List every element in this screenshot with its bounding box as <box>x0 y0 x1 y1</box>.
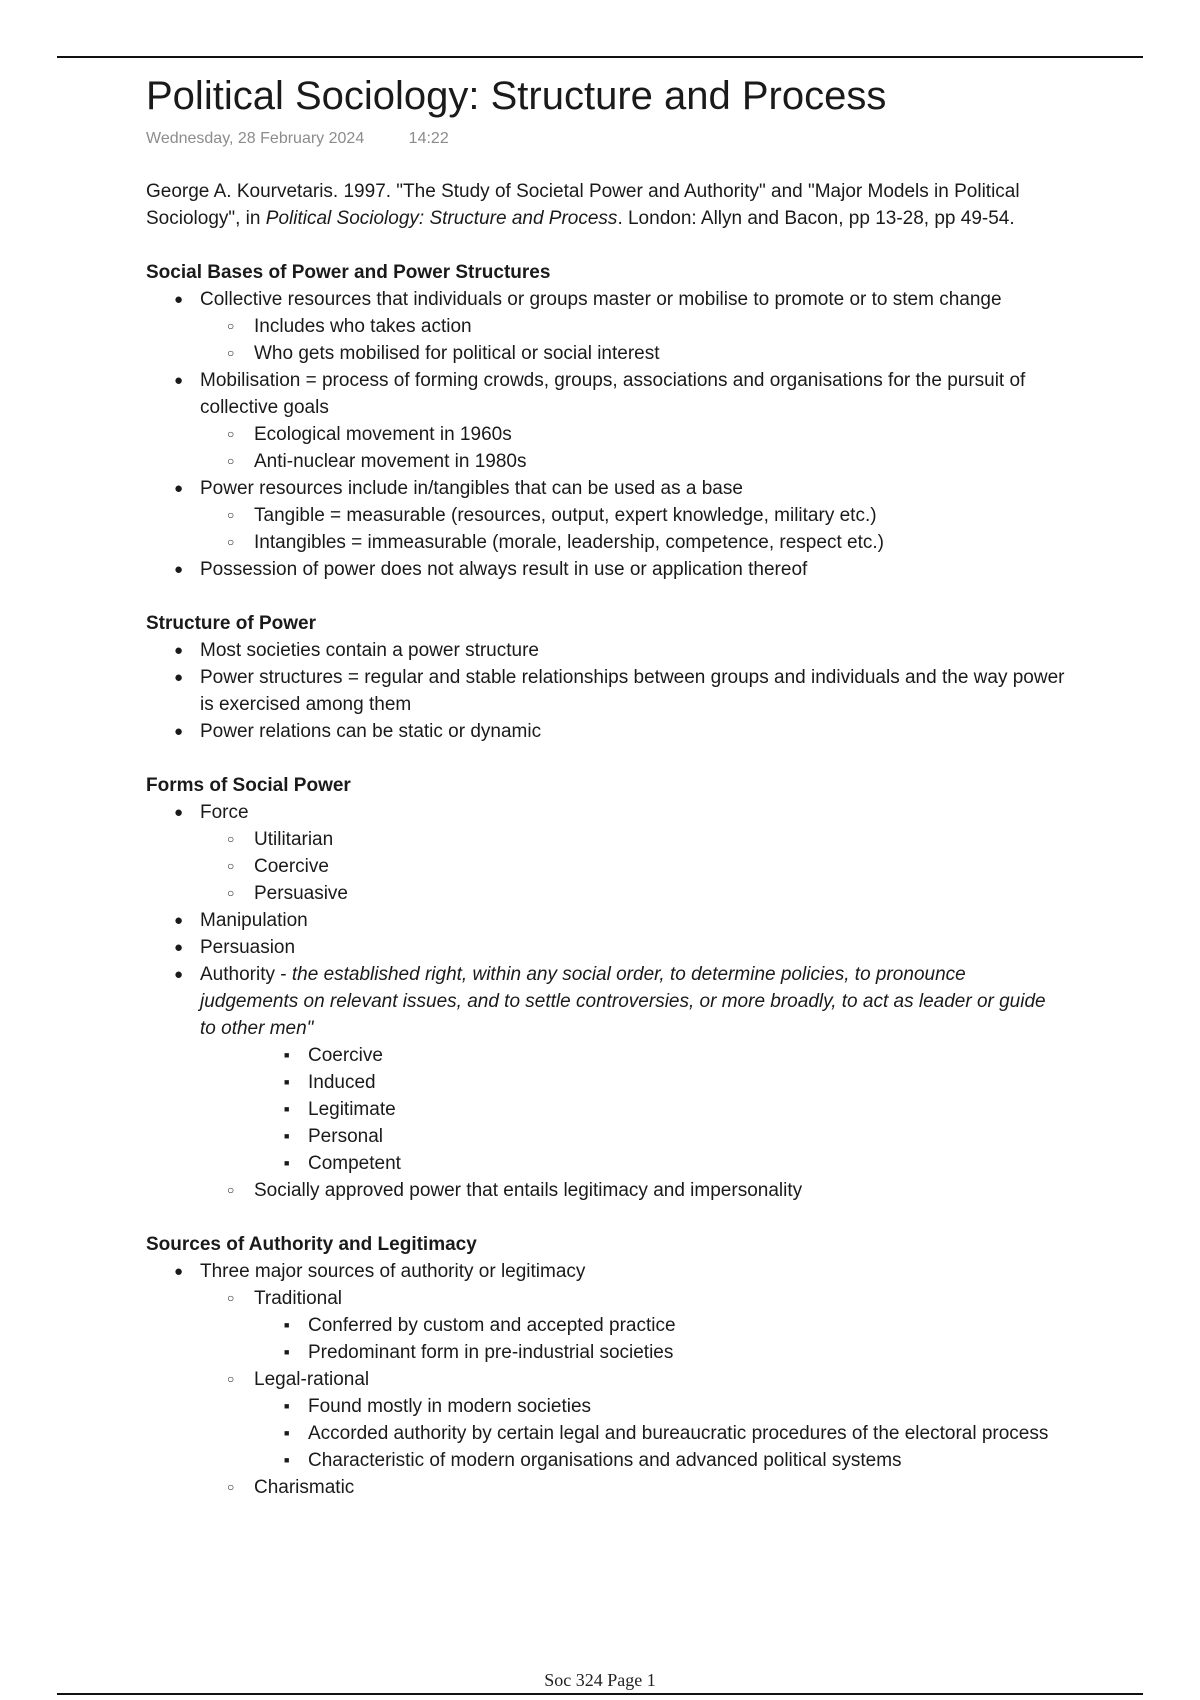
list-item-text: Most societies contain a power structure <box>200 640 539 661</box>
citation-text: George A. Kourvetaris. 1997. "The Study of Societal Power and Authority" and "Major Models in Political Sociology", in <box>146 181 1020 229</box>
bullet-circle-icon: ○ <box>227 886 235 900</box>
list-item-text: Persuasive <box>254 883 348 904</box>
list-item <box>200 1474 1066 1501</box>
list-item-text: Tangible = measurable (resources, output, expert knowledge, military etc.) <box>254 505 877 526</box>
bullet-list <box>146 799 1066 1204</box>
bottom-divider <box>57 1693 1143 1695</box>
list-item <box>254 1447 1066 1474</box>
list-item <box>200 1096 1066 1123</box>
top-divider <box>57 56 1143 58</box>
list-item <box>200 880 1066 907</box>
sub-list <box>200 826 1066 907</box>
sub-list <box>200 1042 1066 1177</box>
bullet-dot-icon: ● <box>174 939 184 956</box>
bullet-square-icon: ■ <box>284 1077 290 1087</box>
section-structure-of-power <box>146 610 1066 745</box>
citation-publisher: . London: Allyn and Bacon, pp 13-28, pp 49-54. <box>617 208 1015 229</box>
bullet-square-icon: ■ <box>284 1158 290 1168</box>
bullet-dot-icon: ● <box>174 1263 184 1280</box>
list-item-text: Intangibles = immeasurable (morale, leadership, competence, respect etc.) <box>254 532 884 553</box>
list-item-text: Utilitarian <box>254 829 334 850</box>
bullet-dot-icon: ● <box>174 642 184 659</box>
list-item <box>200 448 1066 475</box>
sub-list <box>200 1285 1066 1501</box>
bullet-circle-icon: ○ <box>227 535 235 549</box>
list-item <box>146 556 1066 583</box>
sub-list <box>200 1177 1066 1204</box>
list-item <box>146 664 1066 718</box>
list-item <box>200 826 1066 853</box>
section-heading: Structure of Power <box>146 613 316 634</box>
list-item-text: Three major sources of authority or legitimacy <box>200 1261 586 1282</box>
list-item <box>146 475 1066 556</box>
list-item-text: Anti-nuclear movement in 1980s <box>254 451 527 472</box>
bullet-dot-icon: ● <box>174 372 184 389</box>
list-item <box>200 340 1066 367</box>
bullet-dot-icon: ● <box>174 480 184 497</box>
list-item-text: Collective resources that individuals or groups master or mobilise to promote or to stem change <box>200 289 1002 310</box>
list-item-text: Power relations can be static or dynamic <box>200 721 542 742</box>
list-item <box>146 907 1066 934</box>
list-item-text: Power structures = regular and stable relationships between groups and individuals and the way power is exercised among them <box>200 667 1065 715</box>
sub-list <box>200 502 1066 556</box>
list-item <box>200 1069 1066 1096</box>
bullet-circle-icon: ○ <box>227 454 235 468</box>
list-item-text: Coercive <box>254 856 329 877</box>
bullet-circle-icon: ○ <box>227 859 235 873</box>
list-item <box>254 1393 1066 1420</box>
list-item-text: Manipulation <box>200 910 308 931</box>
bullet-square-icon: ■ <box>284 1050 290 1060</box>
list-item <box>254 1312 1066 1339</box>
list-item <box>254 1420 1066 1447</box>
list-item-text: Found mostly in modern societies <box>308 1396 592 1417</box>
list-item <box>146 799 1066 907</box>
authority-quote: the established right, within any social order, to determine policies, to pronounce judgements on relevant issues, and to settle controversies, or more broadly, to act as leader or guide to other men" <box>200 964 1046 1039</box>
citation <box>146 178 1066 232</box>
list-item <box>146 286 1066 367</box>
section-sources-of-authority <box>146 1231 1066 1501</box>
list-item <box>200 1042 1066 1069</box>
list-item-text: Ecological movement in 1960s <box>254 424 512 445</box>
list-item <box>146 961 1066 1204</box>
list-item <box>200 853 1066 880</box>
section-heading: Sources of Authority and Legitimacy <box>146 1234 477 1255</box>
list-item-text: Power resources include in/tangibles that can be used as a base <box>200 478 743 499</box>
sub-list <box>200 421 1066 475</box>
page-footer: Soc 324 Page 1 <box>544 1670 656 1690</box>
bullet-square-icon: ■ <box>284 1455 290 1465</box>
list-item-text: Accorded authority by certain legal and bureaucratic procedures of the electoral process <box>308 1423 1049 1444</box>
page-meta <box>146 128 1066 150</box>
page-time: 14:22 <box>408 130 449 147</box>
bullet-circle-icon: ○ <box>227 508 235 522</box>
bullet-dot-icon: ● <box>174 804 184 821</box>
citation-book-title: Political Sociology: Structure and Process <box>265 208 618 229</box>
list-item <box>200 1150 1066 1177</box>
list-item-text: Traditional <box>254 1288 343 1309</box>
list-item <box>200 529 1066 556</box>
bullet-circle-icon: ○ <box>227 1480 235 1494</box>
bullet-circle-icon: ○ <box>227 346 235 360</box>
list-item-text: Induced <box>308 1072 376 1093</box>
list-item-text: Charismatic <box>254 1477 355 1498</box>
list-item <box>200 502 1066 529</box>
bullet-square-icon: ■ <box>284 1347 290 1357</box>
bullet-circle-icon: ○ <box>227 1372 235 1386</box>
list-item-text: Possession of power does not always result in use or application thereof <box>200 559 808 580</box>
list-item-text: Includes who takes action <box>254 316 472 337</box>
page-title: Political Sociology: Structure and Process <box>146 74 887 118</box>
sub-list <box>200 313 1066 367</box>
list-item <box>146 718 1066 745</box>
sub-list <box>254 1312 1066 1366</box>
bullet-dot-icon: ● <box>174 291 184 308</box>
list-item-text: Predominant form in pre-industrial societies <box>308 1342 674 1363</box>
list-item-text: Personal <box>308 1126 383 1147</box>
bullet-list <box>146 1258 1066 1501</box>
list-item <box>200 1366 1066 1474</box>
bullet-square-icon: ■ <box>284 1401 290 1411</box>
page-date: Wednesday, 28 February 2024 <box>146 130 365 147</box>
list-item <box>200 1285 1066 1366</box>
section-heading: Forms of Social Power <box>146 775 351 796</box>
list-item-text: Force <box>200 802 249 823</box>
section-social-bases <box>146 259 1066 583</box>
bullet-square-icon: ■ <box>284 1131 290 1141</box>
bullet-list <box>146 286 1066 583</box>
bullet-dot-icon: ● <box>174 966 184 983</box>
bullet-circle-icon: ○ <box>227 1291 235 1305</box>
bullet-circle-icon: ○ <box>227 832 235 846</box>
list-item <box>146 1258 1066 1501</box>
list-item-text: Legal-rational <box>254 1369 370 1390</box>
section-heading: Social Bases of Power and Power Structures <box>146 262 551 283</box>
bullet-square-icon: ■ <box>284 1104 290 1114</box>
list-item-text: Coercive <box>308 1045 383 1066</box>
list-item-text <box>200 961 1066 1042</box>
list-item <box>200 1123 1066 1150</box>
bullet-dot-icon: ● <box>174 912 184 929</box>
list-item <box>200 1177 1066 1204</box>
bullet-dot-icon: ● <box>174 723 184 740</box>
list-item <box>200 421 1066 448</box>
list-item <box>146 367 1066 475</box>
list-item <box>146 637 1066 664</box>
list-item <box>200 313 1066 340</box>
list-item-text: Socially approved power that entails legitimacy and impersonality <box>254 1180 803 1201</box>
list-item <box>254 1339 1066 1366</box>
bullet-square-icon: ■ <box>284 1320 290 1330</box>
bullet-circle-icon: ○ <box>227 427 235 441</box>
bullet-square-icon: ■ <box>284 1428 290 1438</box>
sub-list <box>254 1393 1066 1474</box>
list-item-text: Characteristic of modern organisations and advanced political systems <box>308 1450 902 1471</box>
list-item-text: Persuasion <box>200 937 296 958</box>
note-page <box>146 72 1066 1501</box>
list-item-text: Mobilisation = process of forming crowds, groups, associations and organisations for the pursuit of collective goals <box>200 370 1026 418</box>
bullet-circle-icon: ○ <box>227 319 235 333</box>
list-item-text: Competent <box>308 1153 401 1174</box>
list-item-text: Who gets mobilised for political or social interest <box>254 343 660 364</box>
bullet-dot-icon: ● <box>174 669 184 686</box>
list-item-text: Conferred by custom and accepted practice <box>308 1315 676 1336</box>
list-item-text: Legitimate <box>308 1099 396 1120</box>
bullet-circle-icon: ○ <box>227 1183 235 1197</box>
list-item <box>146 934 1066 961</box>
authority-lead: Authority - <box>200 964 292 985</box>
bullet-dot-icon: ● <box>174 561 184 578</box>
bullet-list <box>146 637 1066 745</box>
section-forms-of-social-power <box>146 772 1066 1204</box>
